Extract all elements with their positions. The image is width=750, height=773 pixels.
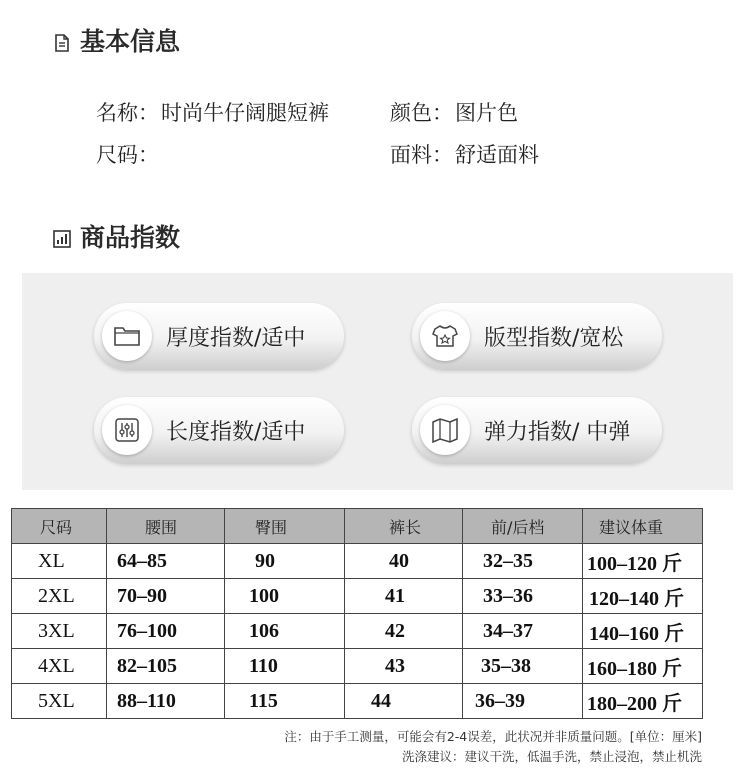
size-cell: XL xyxy=(12,544,107,579)
weight-cell: 120–140 斤 xyxy=(583,579,703,614)
name-value: 时尚牛仔阔腿短裤 xyxy=(161,101,329,125)
hip-cell: 100 xyxy=(225,579,345,614)
rise-cell: 33–36 xyxy=(463,579,583,614)
length-cell: 41 xyxy=(345,579,463,614)
length-cell: 42 xyxy=(345,614,463,649)
table-row xyxy=(12,544,703,579)
weight-cell: 160–180 斤 xyxy=(583,649,703,684)
index-pill-fit xyxy=(412,303,662,369)
fit-label: 版型指数/宽松 xyxy=(484,325,624,351)
waist-cell: 88–110 xyxy=(107,684,225,719)
size-cell: 5XL xyxy=(12,684,107,719)
header-rise: 前/后档 xyxy=(463,509,583,544)
waist-cell: 82–105 xyxy=(107,649,225,684)
size-row xyxy=(96,139,161,169)
elasticity-label: 弹力指数/ 中弹 xyxy=(484,419,631,445)
length-cell: 43 xyxy=(345,649,463,684)
size-cell: 4XL xyxy=(12,649,107,684)
size-cell: 2XL xyxy=(12,579,107,614)
fabric-row xyxy=(390,139,539,169)
table-row xyxy=(12,614,703,649)
size-table-header xyxy=(12,509,703,544)
header-length: 裤长 xyxy=(345,509,463,544)
fabric-label: 面料： xyxy=(390,143,453,167)
document-icon xyxy=(52,30,72,50)
product-index-heading xyxy=(52,218,180,254)
header-waist: 腰围 xyxy=(107,509,225,544)
header-weight: 建议体重 xyxy=(583,509,703,544)
table-row xyxy=(12,649,703,684)
bar-chart-icon xyxy=(52,226,72,246)
wash-note: 洗涤建议：建议干洗，低温手洗，禁止浸泡，禁止机洗 xyxy=(401,749,702,764)
size-table xyxy=(11,508,703,719)
color-row xyxy=(390,97,518,127)
length-cell: 40 xyxy=(345,544,463,579)
table-row xyxy=(12,684,703,719)
name-row xyxy=(96,97,329,127)
rise-cell: 34–37 xyxy=(463,614,583,649)
fabric-value: 舒适面料 xyxy=(455,143,539,167)
length-cell: 44 xyxy=(345,684,463,719)
index-panel xyxy=(22,273,733,490)
thickness-label: 厚度指数/适中 xyxy=(166,325,306,351)
color-label: 颜色： xyxy=(390,101,453,125)
tshirt-icon xyxy=(420,311,470,361)
weight-cell: 180–200 斤 xyxy=(583,684,703,719)
index-pill-length xyxy=(94,397,344,463)
rise-cell: 35–38 xyxy=(463,649,583,684)
header-size: 尺码 xyxy=(12,509,107,544)
folder-icon xyxy=(102,311,152,361)
basic-info-title: 基本信息 xyxy=(80,27,181,56)
rise-cell: 36–39 xyxy=(463,684,583,719)
name-label: 名称： xyxy=(96,101,159,125)
color-value: 图片色 xyxy=(455,101,518,125)
weight-cell: 140–160 斤 xyxy=(583,614,703,649)
index-pill-elasticity xyxy=(412,397,662,463)
header-hip: 臀围 xyxy=(225,509,345,544)
measurement-note: 注：由于手工测量，可能会有2-4误差，此状况并非质量问题。[单位：厘米] xyxy=(284,729,702,744)
hip-cell: 90 xyxy=(225,544,345,579)
size-label: 尺码： xyxy=(96,143,159,167)
waist-cell: 70–90 xyxy=(107,579,225,614)
hip-cell: 110 xyxy=(225,649,345,684)
hip-cell: 115 xyxy=(225,684,345,719)
sliders-icon xyxy=(102,405,152,455)
product-index-title: 商品指数 xyxy=(80,223,181,252)
waist-cell: 76–100 xyxy=(107,614,225,649)
hip-cell: 106 xyxy=(225,614,345,649)
table-row xyxy=(12,579,703,614)
map-icon xyxy=(420,405,470,455)
index-pill-thickness xyxy=(94,303,344,369)
basic-info-heading xyxy=(52,22,180,58)
weight-cell: 100–120 斤 xyxy=(583,544,703,579)
waist-cell: 64–85 xyxy=(107,544,225,579)
rise-cell: 32–35 xyxy=(463,544,583,579)
size-cell: 3XL xyxy=(12,614,107,649)
length-label: 长度指数/适中 xyxy=(166,419,306,445)
